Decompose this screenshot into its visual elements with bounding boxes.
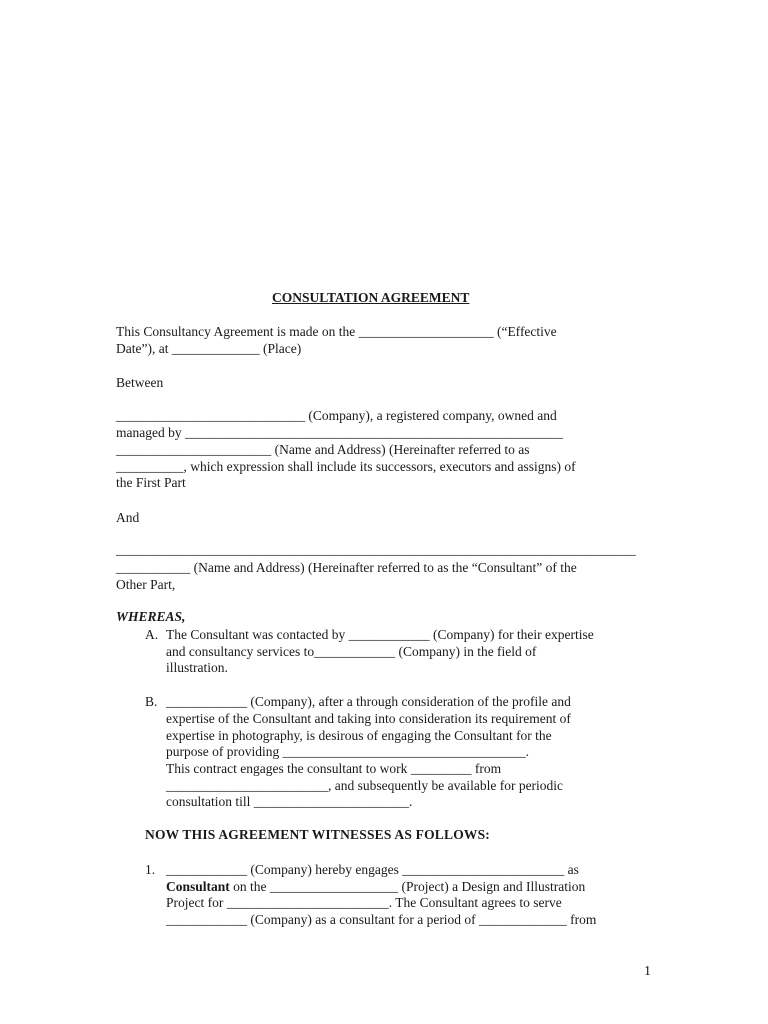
clause-b-line-4: purpose of providing ____________________________________. [166, 744, 529, 759]
clause-b-line-5: This contract engages the consultant to work _________ from [166, 761, 502, 776]
whereas-heading: WHEREAS, [116, 609, 186, 624]
clause-1-line-1: ____________ (Company) hereby engages ________________________ as [166, 862, 579, 877]
consultant-term: Consultant [166, 879, 230, 894]
clause-b-line-6: ________________________, and subsequently be available for periodic [166, 778, 564, 793]
second-party-line-2: ___________ (Name and Address) (Hereinafter referred to as the “Consultant” of the [116, 560, 577, 575]
second-party-line-3: Other Part, [116, 577, 176, 592]
clause-a-line-1: The Consultant was contacted by ____________ (Company) for their expertise [166, 627, 594, 642]
clause-1-line-3: Project for ________________________. The Consultant agrees to serve [166, 895, 562, 910]
second-party-line-1: _____________________________________________________________________________ [116, 542, 636, 557]
clause-b-line-3: expertise in photography, is desirous of engaging the Consultant for the [166, 728, 552, 743]
clause-b-marker: B. [145, 694, 158, 709]
clause-a-line-3: illustration. [166, 660, 228, 675]
clause-a-line-2: and consultancy services to____________ (Company) in the field of [166, 644, 537, 659]
document-title: CONSULTATION AGREEMENT [272, 290, 470, 305]
first-party-line-1: ____________________________ (Company), a registered company, owned and [116, 408, 557, 423]
and-label: And [116, 510, 140, 525]
first-party-line-5: the First Part [116, 475, 186, 490]
witness-heading: NOW THIS AGREEMENT WITNESSES AS FOLLOWS: [145, 827, 490, 842]
page-number: 1 [644, 964, 651, 979]
between-label: Between [116, 375, 164, 390]
clause-1-line-4: ____________ (Company) as a consultant for a period of _____________ from [166, 912, 597, 927]
clause-b-line-2: expertise of the Consultant and taking into consideration its requirement of [166, 711, 571, 726]
first-party-line-3: _______________________ (Name and Address) (Hereinafter referred to as [116, 442, 530, 457]
first-party-line-4: __________, which expression shall include its successors, executors and assigns) of [116, 459, 576, 474]
clause-b-line-7: consultation till _______________________. [166, 794, 413, 809]
clause-1-line-2 [166, 878, 585, 895]
intro-line-2: Date”), at _____________ (Place) [116, 341, 302, 356]
clause-1-marker: 1. [145, 862, 156, 877]
clause-a-marker: A. [145, 627, 159, 642]
first-party-line-2: managed by ________________________________________________________ [116, 425, 563, 440]
clause-b-line-1: ____________ (Company), after a through consideration of the profile and [166, 694, 571, 709]
intro-line-1: This Consultancy Agreement is made on the ____________________ (“Effective [116, 324, 557, 339]
clause-1-line-2-rest: on the ___________________ (Project) a Design and Illustration [229, 879, 586, 894]
